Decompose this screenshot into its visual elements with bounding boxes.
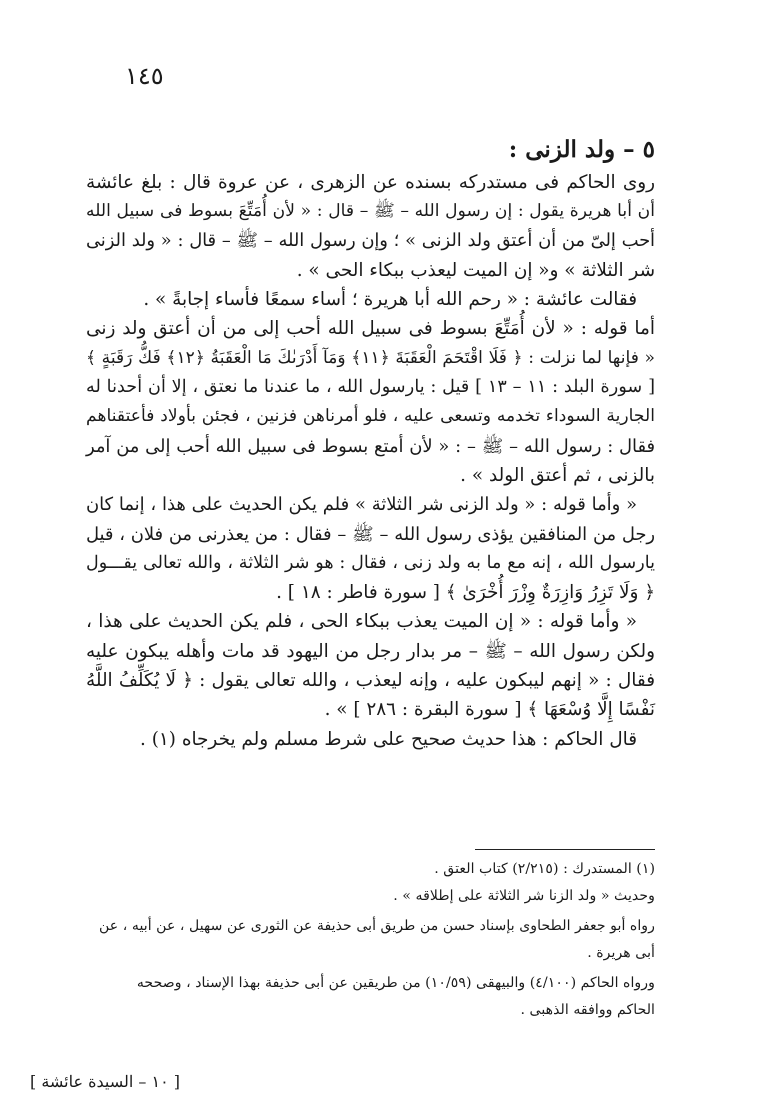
text-line: ﴿ وَلَا تَزِرُ وَازِرَةٌ وِزْرَ أُخْرَىٰ ﴾ [ سورة فاطر : ١٨ ] . <box>276 582 655 604</box>
footnote-line: (١) المستدرك : (٢/٢١٥) كتاب العتق . <box>434 861 655 877</box>
text-line: أحب إلىّ من أن أعتق ولد الزنى » ؛ وإن رسول الله – ﷺ – قال : « ولد الزنى <box>86 230 655 251</box>
text-line: [ سورة البلد : ١١ – ١٣ ] قيل : يارسول الله ، ما عندنا ما نعتق ، إلا أن أحدنا له <box>86 377 655 398</box>
text-line: ولكن رسول الله – ﷺ – مر بدار رجل من اليهود قد مات وأهله يبكون عليه <box>86 640 655 662</box>
footnote-line: الحاكم ووافقه الذهبى . <box>520 1001 655 1018</box>
section-heading: ٥ – ولد الزنى : <box>508 136 655 163</box>
text-line: أما قوله : « لأن أُمَتِّعَ بسوط فى سبيل الله أحب إلى من أن أعتق ولد زنى <box>86 318 655 340</box>
footnote-divider <box>475 849 655 850</box>
text-line: نَفْسًا إِلَّا وُسْعَهَا ﴾ [ سورة البقرة : ٢٨٦ ] » . <box>324 699 655 721</box>
text-line: فقالت عائشة : « رحم الله أبا هريرة ؛ أساء سمعًا فأساء إجابةً » . <box>143 289 637 311</box>
text-line: فقال : « إنهم ليبكون عليه ، وإنه ليعذب ، والله تعالى يقول : ﴿ لَا يُكَلِّفُ اللَّهُ <box>86 670 655 692</box>
text-line: رجل من المنافقين يؤذى رسول الله – ﷺ – فقال : من يعذرنى من فلان ، قيل <box>86 523 655 545</box>
running-footer: [ ١٠ – السيدة عائشة ] <box>30 1072 181 1091</box>
text-line: « وأما قوله : « ولد الزنى شر الثلاثة » فلم يكن الحديث على هذا ، إنما كان <box>86 494 637 516</box>
footnote-line: أبى هريرة . <box>587 944 655 961</box>
text-line: شر الثلاثة » و« إن الميت ليعذب ببكاء الحى » . <box>296 259 655 281</box>
text-line: فقال : رسول الله – ﷺ – : « لأن أمتع بسوط فى سبيل الله أحب إلى من آمر <box>86 435 655 457</box>
text-line: قال الحاكم : هذا حديث صحيح على شرط مسلم ولم يخرجاه (١) . <box>140 728 637 750</box>
text-line: روى الحاكم فى مستدركه بسنده عن الزهرى ، عن عروة قال : بلغ عائشة <box>86 172 655 193</box>
main-text <box>86 168 655 754</box>
page-number: ١٤٥ <box>125 62 164 90</box>
text-line: أن أبا هريرة يقول : إن رسول الله – ﷺ – قال : « لأن أُمَتِّعَ بسوط فى سبيل الله <box>86 201 655 222</box>
text-line: « فإنها لما نزلت : ﴿ فَلَا اقْتَحَمَ الْعَقَبَةَ ﴿١١﴾ وَمَآ أَدْرَىٰكَ مَا الْعَقَبَةُ ﴿١٢﴾ فَكُّ رَقَبَةٍ ﴾ <box>86 347 656 368</box>
footnote-line: وحديث « ولد الزنا شر الثلاثة على إطلاقه » . <box>393 887 655 904</box>
text-line: الجارية السوداء تخدمه وتسعى عليه ، فلو أمرناهن فزنين ، فجئن بأولاد فأعتقناهم <box>86 406 655 427</box>
footnotes <box>100 856 655 1023</box>
footnote-line: ورواه الحاكم (٤/١٠٠) والبيهقى (١٠/٥٩) من طريقين عن أبى حذيفة بهذا الإسناد ، وصححه <box>136 975 655 991</box>
text-line: بالزنى ، ثم أعتق الولد » . <box>460 464 655 486</box>
text-line: « وأما قوله : « إن الميت يعذب ببكاء الحى ، فلم يكن الحديث على هذا ، <box>86 611 637 633</box>
text-line: يارسول الله ، إنه مع ما به ولد زنى ، فقال : هو شر الثلاثة ، والله تعالى يقـــول <box>86 552 655 573</box>
footnote-line: رواه أبو جعفر الطحاوى بإسناد حسن من طريق أبى حذيفة عن الثورى عن سهيل ، عن أبيه ، عن <box>99 918 655 934</box>
